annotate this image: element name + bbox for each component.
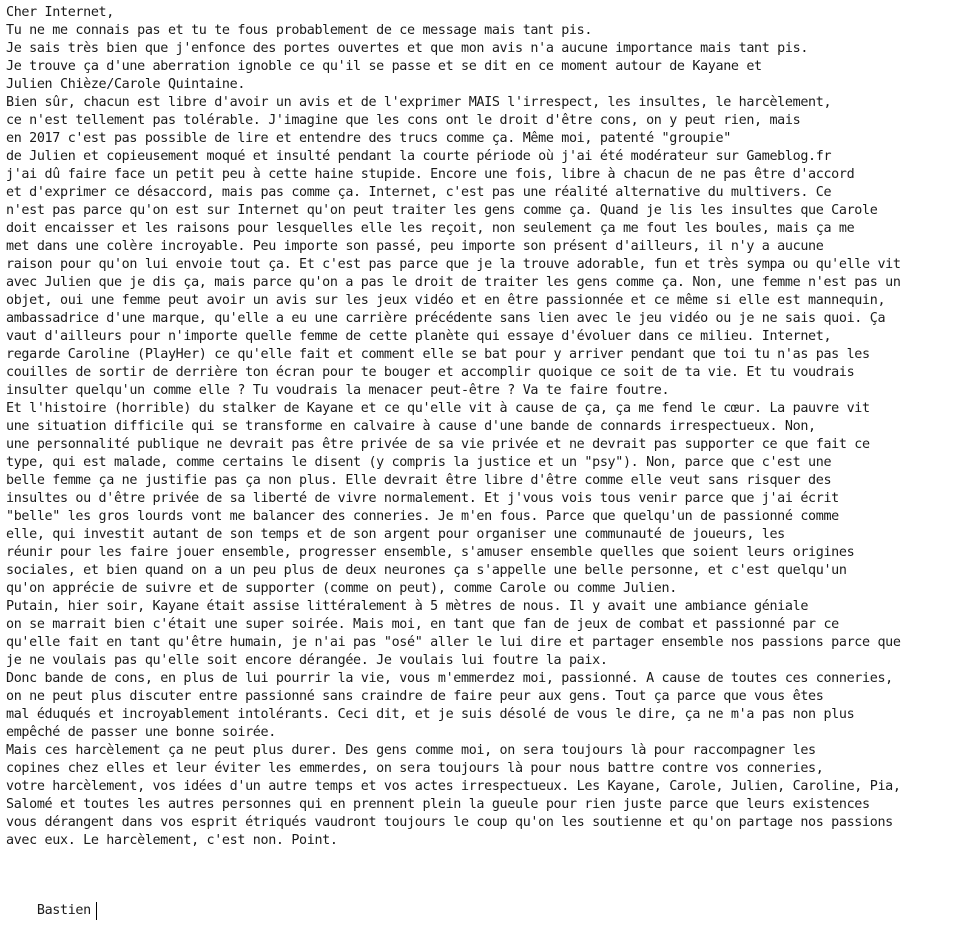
text-line: je ne voulais pas qu'elle soit encore dérangée. Je voulais lui foutre la paix. <box>6 653 608 668</box>
text-line: réunir pour les faire jouer ensemble, progresser ensemble, s'amuser ensemble quelles que soient leurs origines <box>6 545 855 560</box>
text-line: Et l'histoire (horrible) du stalker de Kayane et ce qu'elle vit à cause de ça, ça me fend le cœur. La pauvre vit <box>6 401 870 416</box>
text-line: "belle" les gros lourds vont me balancer des conneries. Je m'en fous. Parce que quelqu'un de passionné comme <box>6 509 839 524</box>
signature-text: Bastien <box>36 903 91 918</box>
text-line: Donc bande de cons, en plus de lui pourrir la vie, vous m'emmerdez moi, passionné. A cause de toutes ces conneries, <box>6 671 893 686</box>
text-line: Bien sûr, chacun est libre d'avoir un avis et de l'exprimer MAIS l'irrespect, les insultes, le harcèlement, <box>6 95 832 110</box>
text-line: insultes ou d'être privée de sa liberté de vivre normalement. Et j'vous vois tous venir parce que j'ai écrit <box>6 491 839 506</box>
text-line: doit encaisser et les raisons pour lesquelles elle les reçoit, non seulement ça me fout les boules, mais ça me <box>6 221 855 236</box>
text-line: une personnalité publique ne devrait pas être privée de sa vie privée et ne devrait pas supporter ce que fait ce <box>6 437 870 452</box>
text-line: en 2017 c'est pas possible de lire et entendre des trucs comme ça. Même moi, patenté "groupie" <box>6 131 731 146</box>
text-line: type, qui est malade, comme certains le disent (y compris la justice et un "psy"). Non, parce que c'est une <box>6 455 832 470</box>
text-line: Putain, hier soir, Kayane était assise littéralement à 5 mètres de nous. Il y avait une ambiance géniale <box>6 599 809 614</box>
text-line: n'est pas parce qu'on est sur Internet qu'on peut traiter les gens comme ça. Quand je lis les insultes que Carole <box>6 203 878 218</box>
text-line: qu'elle fait en tant qu'être humain, je n'ai pas "osé" aller le lui dire et partager ensemble nos passions parce que <box>6 635 901 650</box>
text-line: Je trouve ça d'une aberration ignoble ce qu'il se passe et se dit en ce moment autour de Kayane et <box>6 59 762 74</box>
text-line: belle femme ça ne justifie pas ça non plus. Elle devrait être libre d'être comme elle veut sans risquer des <box>6 473 832 488</box>
text-line: raison pour qu'on lui envoie tout ça. Et c'est pas parce que je la trouve adorable, fun et très sympa ou qu'elle vit <box>6 257 901 272</box>
text-line: vous dérangent dans vos esprit étriqués vaudront toujours le coup qu'on les soutienne et qu'on partage nos passions <box>6 815 893 830</box>
text-line: mal éduqués et incroyablement intolérants. Ceci dit, et je suis désolé de vous le dire, ça ne m'a pas non plus <box>6 707 855 722</box>
text-line: sociales, et bien quand on a un peu plus de deux neurones ça s'appelle une belle personne, et c'est quelqu'un <box>6 563 847 578</box>
text-line: qu'on apprécie de suivre et de supporter (comme on peut), comme Carole ou comme Julien. <box>6 581 677 596</box>
text-line: une situation difficile qui se transforme en calvaire à cause d'une bande de connards irrespectueux. Non, <box>6 419 816 434</box>
text-line: vaut d'ailleurs pour n'importe quelle femme de cette planète qui essaye d'évoluer dans ce milieu. Internet, <box>6 329 832 344</box>
text-line: Tu ne me connais pas et tu te fous probablement de ce message mais tant pis. <box>6 23 593 38</box>
text-line: regarde Caroline (PlayHer) ce qu'elle fait et comment elle se bat pour y arriver pendant que toi tu n'as pas les <box>6 347 870 362</box>
text-line: objet, oui une femme peut avoir un avis sur les jeux vidéo et en être passionnée et ce même si elle est mannequin, <box>6 293 886 308</box>
text-line: Mais ces harcèlement ça ne peut plus durer. Des gens comme moi, on sera toujours là pour raccompagner les <box>6 743 816 758</box>
text-caret <box>96 902 97 920</box>
text-line: avec eux. Le harcèlement, c'est non. Point. <box>6 833 338 848</box>
text-line: j'ai dû faire face un petit peu à cette haine stupide. Encore une fois, libre à chacun de ne pas être d'accord <box>6 167 855 182</box>
text-line: Je sais très bien que j'enfonce des portes ouvertes et que mon avis n'a aucune importance mais tant pis. <box>6 41 809 56</box>
text-line: Cher Internet, <box>6 5 114 20</box>
text-line: votre harcèlement, vos idées d'un autre temps et vos actes irrespectueux. Les Kayane, Carole, Julien, Caroline, Pia, <box>6 779 901 794</box>
text-line: elle, qui investit autant de son temps et de son argent pour organiser une communauté de joueurs, les <box>6 527 785 542</box>
text-line: on ne peut plus discuter entre passionné sans craindre de faire peur aux gens. Tout ça parce que vous êtes <box>6 689 824 704</box>
text-line: insulter quelqu'un comme elle ? Tu voudrais la menacer peut-être ? Va te faire foutre. <box>6 383 670 398</box>
text-line: ambassadrice d'une marque, qu'elle a eu une carrière précédente sans lien avec le jeu vidéo ou je ne sais quoi. Ça <box>6 311 886 326</box>
text-line: copines chez elles et leur éviter les emmerdes, on sera toujours là pour nous battre contre vos conneries, <box>6 761 824 776</box>
text-line: empêché de passer une bonne soirée. <box>6 725 276 740</box>
text-body <box>6 4 956 850</box>
text-line: et d'exprimer ce désaccord, mais pas comme ça. Internet, c'est pas une réalité alternative du multivers. Ce <box>6 185 832 200</box>
text-line: Julien Chièze/Carole Quintaine. <box>6 77 246 92</box>
text-line: met dans une colère incroyable. Peu importe son passé, peu importe son présent d'ailleurs, il n'y a aucune <box>6 239 824 254</box>
text-line: ce n'est tellement pas tolérable. J'imagine que les cons ont le droit d'être cons, on y peut rien, mais <box>6 113 801 128</box>
text-line: on se marrait bien c'était une super soirée. Mais moi, en tant que fan de jeux de combat et passionné par ce <box>6 617 839 632</box>
text-line: couilles de sortir de derrière ton écran pour te bouger et accomplir quoique ce soit de ta vie. Et tu voudrais <box>6 365 855 380</box>
text-editor-area[interactable] <box>6 4 956 918</box>
signature-line <box>6 884 97 918</box>
text-line: de Julien et copieusement moqué et insulté pendant la courte période où j'ai été modérateur sur Gameblog.fr <box>6 149 832 164</box>
text-line: avec Julien que je dis ça, mais parce qu'on a pas le droit de traiter les gens comme ça. Non, une femme n'est pas un <box>6 275 901 290</box>
text-line: Salomé et toutes les autres personnes qui en prennent plein la gueule pour rien juste parce que leurs existences <box>6 797 870 812</box>
